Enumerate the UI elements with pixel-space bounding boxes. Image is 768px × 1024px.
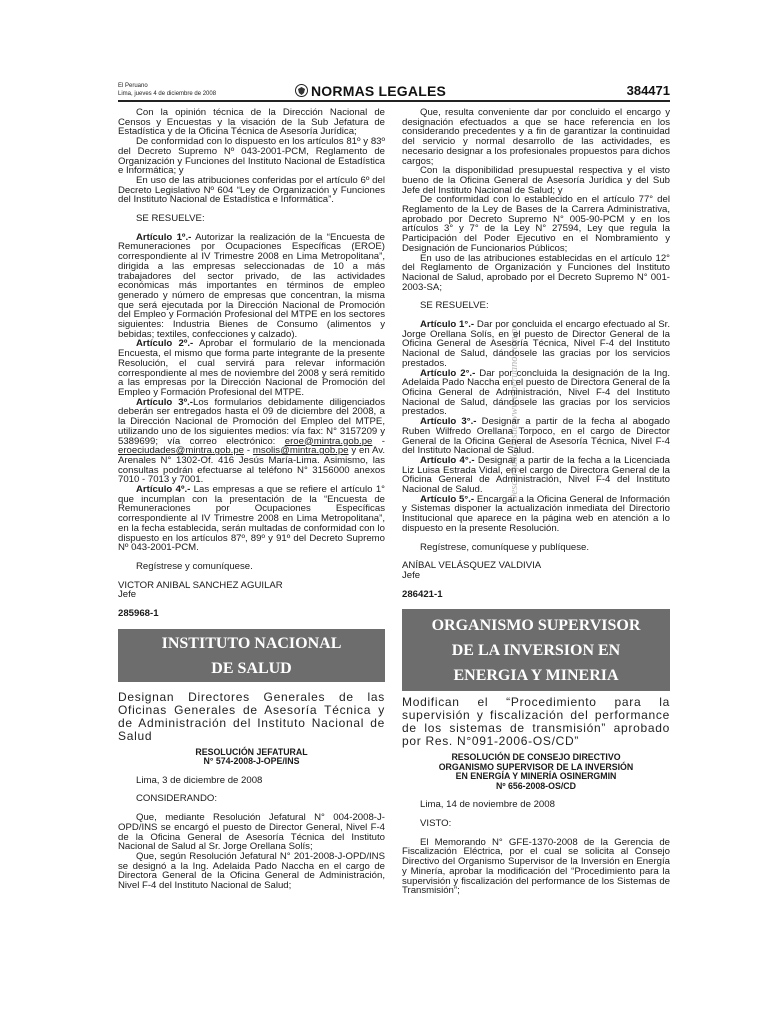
article-text: Dar por concluida la designación de la Ing. Adelaida Pado Naccha en el puesto de Directora General de la Oficina General de Administración, Nivel F-4 del Instituto Nacional de Salud, dándosele las gracias por los servicios prestados. xyxy=(402,367,670,418)
paragraph: En uso de las atribuciones establecidas en el artículo 12° del Reglamento de Organización y Funciones del Instituto Nacional de Salud, aprobado por el Decreto Supremo N° 001-2003-SA; xyxy=(402,252,670,293)
separator: - xyxy=(372,435,385,447)
institution-banner xyxy=(118,629,385,682)
article-2 xyxy=(118,339,385,397)
closing-formula: Regístrese, comuníquese y publíquese. xyxy=(420,541,590,553)
article-label: Artículo 4°.- xyxy=(420,454,475,466)
left-column xyxy=(118,108,385,891)
article-2 xyxy=(402,369,670,418)
article-label: Artículo 3°.- xyxy=(420,416,477,428)
article-label: Artículo 1°.- xyxy=(420,319,475,331)
resolution-date: Lima, 3 de diciembre de 2008 xyxy=(136,774,263,786)
article-text: y en Av. Arenales N° 1302-Of. 416 Jesús María-Lima. Asimismo, las consultas podrán efectuarse al teléfono N° 3156000 anexos 7010 - 7013 y 7001. xyxy=(118,445,385,486)
article-text: Dar por concluida el encargo efectuado al Sr. Jorge Orellana Solís, en el puesto de Director General de la Oficina General de Asesoría Técnica, Nivel F-4 del Instituto Nacional de Salud, dándosele las gracias por los servicios prestados. xyxy=(402,319,670,369)
national-seal-icon xyxy=(295,84,308,97)
article-text: Aprobar el formulario de la mencionada Encuesta, el mismo que forma parte integrante de la presente Resolución, el cual servirá para relevar información correspondiente al mes de noviembre del 2008 y será remitido a las empresas por la Dirección Nacional de Promoción del Empleo y Formación Profesional del MTPE. xyxy=(118,338,385,398)
newspaper-page xyxy=(118,82,670,942)
article-label: Artículo 1º.- xyxy=(136,231,192,243)
header-paper-name: El Peruano xyxy=(118,83,148,89)
article-text: Designar a partir de la fecha al abogado Ruben Wilfredo Orellana Torpoco, en el cargo de Director General de la Oficina General de Asesoría Técnica, Nivel F-4 del Instituto Nacional de Salud. xyxy=(402,416,670,457)
article-label: Artículo 2º.- xyxy=(136,338,194,350)
page-number: 384471 xyxy=(626,83,670,98)
se-resuelve-heading: SE RESUELVE: xyxy=(420,300,489,312)
article-headline: Modifican el “Procedimiento para la supervisión y fiscalización del performance de los sistemas de transmisión” aprobado por Res. N°091-2006-OS/CD” xyxy=(402,695,670,749)
paragraph: De conformidad con lo dispuesto en los artículos 81º y 83º del Decreto Supremo Nº 043-2001-PCM, Reglamento de Organización y Funciones del Instituto Nacional de Estadística e Informática; y xyxy=(118,136,385,177)
resolution-line: EN ENERGÍA Y MINERÍA OSINERGMIN xyxy=(455,771,617,782)
resolution-line: RESOLUCIÓN JEFATURAL xyxy=(195,746,308,757)
section-title: NORMAS LEGALES xyxy=(311,83,447,99)
article-1 xyxy=(402,320,670,369)
banner-line: ORGANISMO SUPERVISOR xyxy=(431,617,641,635)
signer-name: VICTOR ANIBAL SANCHEZ AGUILAR xyxy=(118,579,283,591)
article-4 xyxy=(118,485,385,553)
closing-formula: Regístrese y comuníquese. xyxy=(136,560,253,572)
paragraph: En uso de las atribuciones conferidas por el artículo 6º del Decreto Legislativo Nº 604 “Ley de Organización y Funciones del Instituto Nacional de Estadística e Informática”. xyxy=(118,174,385,206)
banner-line: INSTITUTO NACIONAL xyxy=(161,634,342,652)
banner-line: DE LA INVERSION EN xyxy=(451,642,621,660)
resolution-line: N° 574-2008-J-OPE/INS xyxy=(203,756,300,767)
paragraph: Con la opinión técnica de la Dirección Nacional de Censos y Encuestas y la visación de la Sub Jefatura de Estadística y de la Oficina Técnica de Asesoría Jurídica; xyxy=(118,107,385,138)
header-rule xyxy=(118,100,670,102)
paragraph: Que, mediante Resolución Jefatural N° 004-2008-J-OPD/INS se encargó el puesto de Director General, Nivel F-4 de la Oficina General de Asesoría Técnica del Instituto Nacional de Salud al Sr. Jorge Orellana Solís; xyxy=(118,812,385,853)
article-3 xyxy=(118,398,385,485)
considerando-heading: CONSIDERANDO: xyxy=(136,793,218,805)
paragraph: El Memorando N° GFE-1370-2008 de la Gerencia de Fiscalización Eléctrica, por el cual se solicita al Consejo Directivo del Organismo Supervisor de la Inversión en Energía y Minería, aprobar la modificación del “Procedimiento para la supervisión y fiscalización del performance de los Sistemas de Transmisión”; xyxy=(402,836,670,897)
email-link[interactable]: eroeciudades@mintra.gob.pe xyxy=(118,445,245,457)
article-text: Autorizar la realización de la “Encuesta de Remuneraciones por Ocupaciones Específicas (EROE) correspondiente al IV Trimestre 2008 en Lima Metropolitana”, dirigida a las empresas seleccionadas de 10 a más trabajadores del sector privado, de las actividades económicas más importantes en términos de empleo generado y número de empresas que concentran, la misma que será ejecutada por la Dirección Nacional de Promoción del Empleo y Formación Profesional del MTPE en los sectores siguientes: Industria Bienes de Consumo (alimentos y bebidas; textiles, confecciones y calzado). xyxy=(118,231,386,340)
resolution-title xyxy=(118,748,385,767)
article-text: Designar a partir de la fecha a la Licenciada Liz Luisa Estrada Vidal, en el cargo de Directora General de la Oficina General de Administración, Nivel F-4 del Instituto Nacional de Salud. xyxy=(402,454,670,496)
separator: - xyxy=(244,445,253,457)
article-3 xyxy=(402,417,670,456)
header-publication xyxy=(118,82,216,98)
article-4 xyxy=(402,456,670,495)
email-link[interactable]: msolis@mintra.gob.pe xyxy=(252,445,349,457)
signer-name: ANÍBAL VELÁSQUEZ VALDIVIA xyxy=(402,560,542,572)
article-text: Los formularios debidamente diligenciados deberán ser entregados hasta el 09 de diciembre del 2008, a la Dirección Nacional de Promoción del Empleo del MTPE, utilizando uno de los siguientes medios: vía fax: N° 3157209 y 5389699; vía correo electrónico: xyxy=(118,396,386,447)
header-date: Lima, jueves 4 de diciembre de 2008 xyxy=(118,91,217,97)
article-label: Artículo 2°.- xyxy=(420,367,476,379)
publication-code: 285968-1 xyxy=(118,608,159,620)
article-label: Artículo 4º.- xyxy=(136,484,191,496)
paragraph: Con la disponibilidad presupuestal respectiva y el visto bueno de la Oficina General de Asesoría Jurídica y del Sub Jefe del Instituto Nacional de Salud; y xyxy=(402,165,670,196)
resolution-line: Nº 656-2008-OS/CD xyxy=(496,780,576,791)
resolution-title xyxy=(402,753,670,791)
banner-line: ENERGIA Y MINERIA xyxy=(453,667,619,685)
article-text: Las empresas a que se refiere el artículo 1° que incumplan con la presentación de la “Encuesta de Remuneraciones por Ocupaciones Específicas correspondiente al IV Trimestre 2008 en Lima Metropolitana”, en la fecha establecida, serán multadas de conformidad con lo dispuesto en los artículos 87º, 89º y 91º del Decreto Supremo Nº 043-2001-PCM. xyxy=(118,484,385,554)
institution-banner xyxy=(402,609,670,691)
page-header xyxy=(118,82,670,102)
banner-line: DE SALUD xyxy=(211,659,292,677)
signer-role: Jefe xyxy=(118,589,137,601)
email-link[interactable]: eroe@mintra.gob.pe xyxy=(284,435,373,447)
article-5 xyxy=(402,495,670,534)
article-headline: Designan Directores Generales de las Oficinas Generales de Asesoría Técnica y de Administración del Instituto Nacional de Salud xyxy=(118,689,385,743)
resolution-line: RESOLUCIÓN DE CONSEJO DIRECTIVO xyxy=(451,752,621,763)
paragraph: Que, según Resolución Jefatural N° 201-2008-J-OPD/INS se designó a la Ing. Adelaida Pado Naccha en el cargo de Directora General de la Oficina General de Administración, Nivel F-4 del Instituto Nacional de Salud; xyxy=(118,850,385,892)
visto-heading: VISTO: xyxy=(420,818,452,830)
article-label: Artículo 3º.- xyxy=(136,396,193,408)
paragraph: De conformidad con lo establecido en el artículo 77° del Reglamento de la Ley de Bases de la Carrera Administrativa, aprobado por Decreto Supremo N° 005-90-PCM y en los artículos 3° y 7° de la Ley N° 27594, Ley que regula la Participación del Poder Ejecutivo en el Nombramiento y Designación de Funcionarios Públicos; xyxy=(402,194,670,254)
right-column xyxy=(402,108,670,896)
publication-code: 286421-1 xyxy=(402,588,443,600)
article-1 xyxy=(118,233,385,340)
resolution-line: ORGANISMO SUPERVISOR DE LA INVERSIÓN xyxy=(438,761,634,772)
resolution-date: Lima, 14 de noviembre de 2008 xyxy=(420,799,555,811)
se-resuelve-heading: SE RESUELVE: xyxy=(136,213,205,225)
watermark-text: Descargado desde www.elperuano.com.pe xyxy=(509,323,520,502)
signer-role: Jefe xyxy=(402,569,421,581)
article-label: Artículo 5°.- xyxy=(420,493,475,505)
paragraph: Que, resulta conveniente dar por concluido el encargo y designación efectuados a que se hace referencia en los considerando precedentes y a fin de garantizar la continuidad del servicio y normal desarrollo de las actividades, es necesario designar a los profesionales propuestos para dichos cargos; xyxy=(402,107,670,167)
article-text: Encargar a la Oficina General de Información y Sistemas disponer la actualización inmediata del Directorio Institucional que aparece en la página web en atención a lo dispuesto en la presente Resolución. xyxy=(402,493,670,534)
